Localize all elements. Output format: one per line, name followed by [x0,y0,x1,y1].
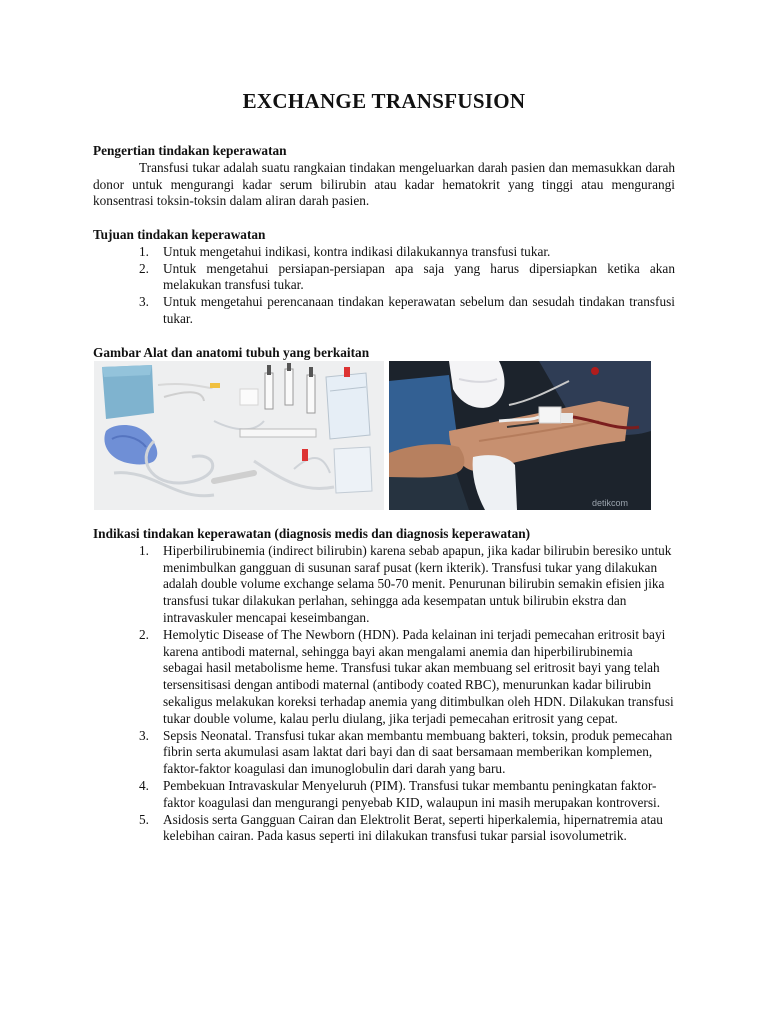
section-pengertian [93,143,675,210]
list-number: 3. [139,294,149,310]
watermark-text: detikcom [592,498,629,508]
list-item-text: Untuk mengetahui persiapan-persiapan apa saja yang harus dipersiapkan ketika akan melakukan transfusi tukar. [163,260,675,293]
list-number: 5. [139,811,149,827]
list-item [93,627,675,728]
list-item [93,261,675,295]
section-indikasi [93,526,675,845]
list-item [93,728,675,778]
arm-transfusion-photo [389,361,651,510]
section-tujuan [93,227,675,328]
list-item [93,778,675,812]
tujuan-list [93,244,675,328]
section-heading-gambar: Gambar Alat dan anatomi tubuh yang berkaitan [93,345,370,360]
section-heading-pengertian: Pengertian tindakan keperawatan [93,143,287,158]
list-number: 2. [139,260,149,276]
indikasi-list [93,543,675,845]
list-item [93,294,675,328]
list-number: 1. [139,243,149,259]
list-item-text: Untuk mengetahui indikasi, kontra indikasi dilakukannya transfusi tukar. [163,243,551,259]
section-gambar [93,345,675,362]
page-title: EXCHANGE TRANSFUSION [242,89,526,113]
section-heading-indikasi: Indikasi tindakan keperawatan (diagnosis medis dan diagnosis keperawatan) [93,526,531,541]
list-item-text: Hemolytic Disease of The Newborn (HDN). Pada kelainan ini terjadi pemecahan eritrosit bayi karena antibodi maternal, sehingga bayi akan mengalami anemia dan hiperbilirubinemia sebagai hasil metabolisme heme. Transfusi tukar akan membuang sel eritrosit bayi yang telah tersensitisasi dengan antibodi maternal (antibody coated RBC), menurunkan kadar bilirubin sekaligus melakukan koreksi terhadap anemia yang ditimbulkan oleh HDN. Dilakukan transfusi tukar double volume, kalau perlu diulang, jika terjadi pemecahan eritrosit yang cepat. [163,626,674,726]
list-item-text: Untuk mengetahui perencanaan tindakan keperawatan sebelum dan sesudah tindakan transfusi tukar. [163,294,675,326]
list-number: 4. [139,777,149,793]
list-item [93,812,675,846]
list-item [93,543,675,627]
list-number: 2. [139,626,149,642]
list-item-text: Sepsis Neonatal. Transfusi tukar akan membantu membuang bakteri, toksin, produk pemecahan fibrin serta akumulasi asam laktat dari bayi dan di saat bersamaan memberikan komplemen, faktor-faktor koagulasi dan imunoglobulin dari darah yang baru. [163,727,673,777]
list-item-text: Asidosis serta Gangguan Cairan dan Elektrolit Berat, seperti hiperkalemia, hipernatremia atau kelebihan cairan. Pada kasus seperti ini dilakukan transfusi tukar parsial isovolumetrik. [163,811,663,844]
section-heading-tujuan: Tujuan tindakan keperawatan [93,227,266,242]
list-number: 1. [139,542,149,558]
list-item [93,244,675,261]
equipment-photo [94,361,384,510]
list-item-text: Pembekuan Intravaskular Menyeluruh (PIM). Transfusi tukar membantu peningkatan faktor-faktor koagulasi dan mengurangi penyebab KID, walaupun ini masih merupakan kontroversi. [163,777,661,810]
pengertian-paragraph: Transfusi tukar adalah suatu rangkaian tindakan mengeluarkan darah pasien dan memasukkan darah donor untuk mengurangi kadar serum bilirubin atau kadar hematokrit yang tinggi atau mengurangi konsentrasi toksin-toksin dalam aliran darah pasien. [93,159,675,209]
list-item-text: Hiperbilirubinemia (indirect bilirubin) karena sebab apapun, jika kadar bilirubin beresiko untuk menimbulkan gangguan di susunan saraf pusat (kern ikterik). Transfusi tukar yang dilakukan adalah double volume exchange selama 50-70 menit. Penurunan bilirubin semakin efisien jika transfusi tukar dilakukan perlahan, sehingga ada kesempatan untuk bilirubin ekstra dan intravaskuler mencapai keseimbangan. [163,542,672,625]
list-number: 3. [139,727,149,743]
